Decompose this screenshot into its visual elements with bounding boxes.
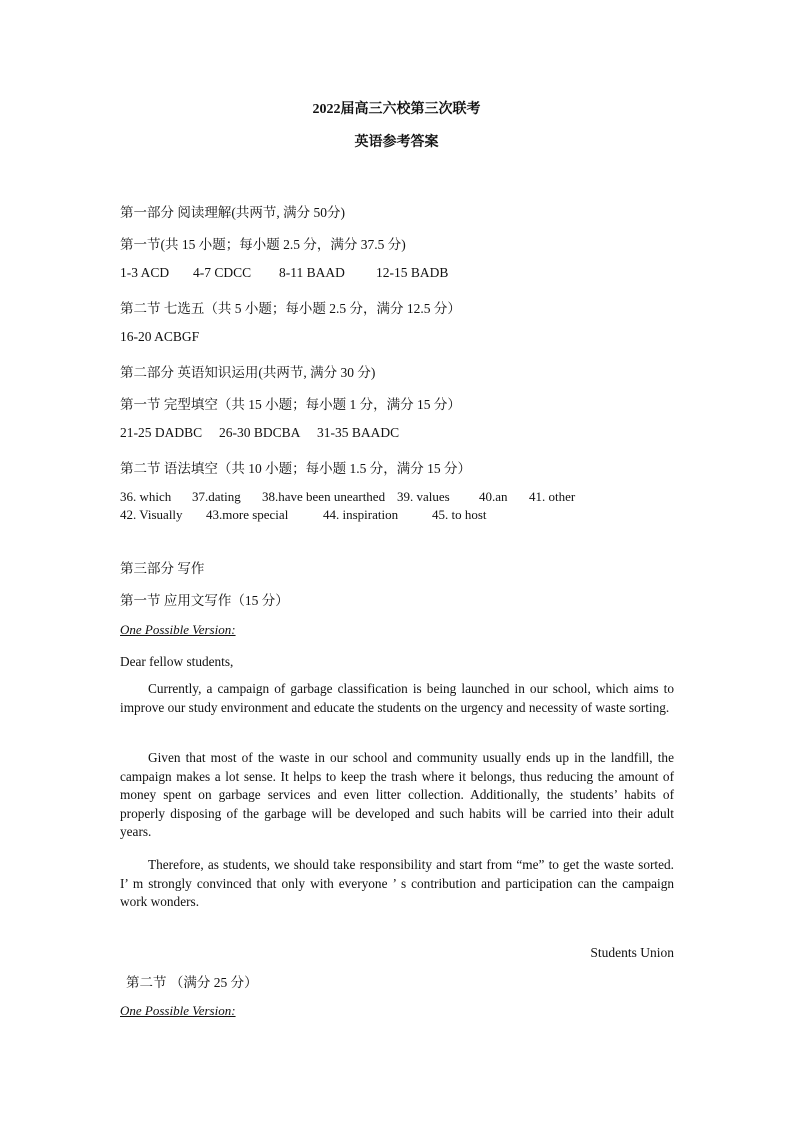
part3-heading: 第三部分 写作: [120, 561, 205, 576]
part1-section2-heading: 第二节 七选五（共 5 小题；每小题 2.5 分，满分 12.5 分）: [120, 301, 461, 316]
page-subtitle: 英语参考答案: [354, 135, 439, 150]
page-title: 2022届高三六校第三次联考: [312, 102, 481, 117]
part2-heading: 第二部分 英语知识运用(共两节, 满分 30 分): [120, 365, 376, 380]
answer-group: 37.dating: [192, 489, 241, 504]
letter-paragraph-2: [120, 749, 674, 842]
answer-group: 45. to host: [432, 507, 487, 522]
possible-version-label: One Possible Version:: [120, 622, 236, 637]
part1-heading: 第一部分 阅读理解(共两节, 满分 50分): [120, 205, 345, 220]
part2-section1-heading: 第一节 完型填空（共 15 小题；每小题 1 分，满分 15 分）: [120, 397, 461, 412]
answer-group: 31-35 BAADC: [317, 425, 400, 440]
possible-version-label-2: One Possible Version:: [120, 1003, 236, 1018]
letter-signature: Students Union: [590, 945, 674, 960]
answer-group: 38.have been unearthed: [262, 489, 386, 504]
letter-greeting: Dear fellow students,: [120, 654, 234, 669]
answer-group: 42. Visually: [120, 507, 183, 522]
answer-group: 39. values: [397, 489, 450, 504]
answer-group: 44. inspiration: [323, 507, 399, 522]
answer-group: 41. other: [529, 489, 576, 504]
letter-paragraph-3: [120, 856, 674, 912]
paragraph-text: Given that most of the waste in our school and community usually ends up in the landfill, the campaign makes a lot sense. It helps to keep the trash where it belongs, thus reducing the amount of money spent on garbage services and even litter collection. Additionally, the students’ habits of properly disposing of the garbage will be developed and such habits will be carried into their adult years.: [120, 750, 674, 840]
part1-section1-heading: 第一节(共 15 小题；每小题 2.5 分，满分 37.5 分): [120, 237, 406, 252]
answer-group: 12-15 BADB: [376, 265, 449, 280]
part1-section1-answers: [120, 265, 448, 281]
part3-section2-heading: 第二节 （满分 25 分）: [126, 975, 258, 990]
paragraph-text: Therefore, as students, we should take responsibility and start from “me” to get the waste sorted. I’ m strongly convinced that only with everyone ’ s contribution and participation can the campaign work wonders.: [120, 857, 674, 910]
grammar-answers-line1: [120, 489, 575, 505]
part2-section1-answers: [120, 425, 399, 441]
answer-group: 36. which: [120, 489, 172, 504]
answer-group: 21-25 DADBC: [120, 425, 203, 440]
answer-group: 1-3 ACD: [120, 265, 170, 280]
part1-section2-answers: 16-20 ACBGF: [120, 329, 200, 344]
paragraph-text: Currently, a campaign of garbage classification is being launched in our school, which aims to improve our study environment and educate the students on the urgency and necessity of waste sorting.: [120, 681, 674, 715]
answer-group: 8-11 BAAD: [279, 265, 345, 280]
answer-group: 40.an: [479, 489, 508, 504]
part3-section1-heading: 第一节 应用文写作（15 分）: [120, 593, 289, 608]
part2-section2-heading: 第二节 语法填空（共 10 小题；每小题 1.5 分，满分 15 分）: [120, 461, 471, 476]
answer-group: 26-30 BDCBA: [219, 425, 301, 440]
letter-paragraph-1: [120, 680, 674, 717]
grammar-answers-line2: [120, 507, 487, 523]
answer-group: 43.more special: [206, 507, 289, 522]
answer-group: 4-7 CDCC: [193, 265, 252, 280]
